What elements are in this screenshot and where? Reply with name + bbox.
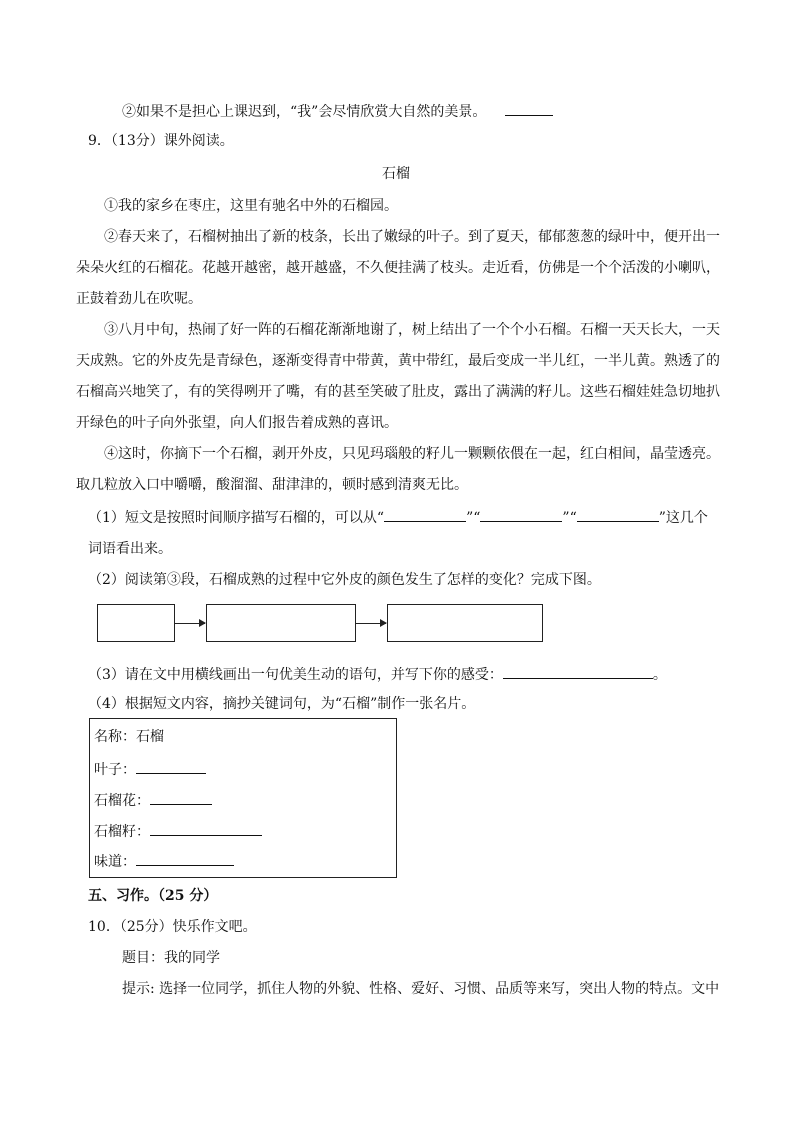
q8-item-2 xyxy=(122,101,553,122)
paragraph-3-line-3: 石榴高兴地笑了，有的笑得咧开了嘴，有的甚至笑破了肚皮，露出了满满的籽儿。这些石榴娃娃急切地扒 xyxy=(76,384,720,400)
card-taste-label: 味道： xyxy=(94,854,136,870)
q9-header: 9．（13分）课外阅读。 xyxy=(88,133,234,149)
answer-blank-2[interactable] xyxy=(480,507,562,522)
quote-mark: ”“ xyxy=(562,510,577,526)
color-box-1[interactable] xyxy=(97,604,175,642)
card-leaf-row xyxy=(94,759,206,780)
card-seed-row xyxy=(94,821,262,842)
subquestion-1-tail: ”这几个 xyxy=(658,510,708,526)
passage-title: 石榴 xyxy=(382,166,410,182)
seed-blank[interactable] xyxy=(150,821,262,836)
subquestion-1 xyxy=(88,507,708,528)
period: 。 xyxy=(652,667,667,683)
card-flower-label: 石榴花： xyxy=(94,793,150,809)
paragraph-3-line-2: 天成熟。它的外皮先是青绿色，逐渐变得青中带黄，黄中带红，最后变成一半儿红，一半儿黄。熟透了的 xyxy=(76,353,720,369)
paragraph-4-line-1: ④这时，你摘下一个石榴，剥开外皮，只见玛瑙般的籽儿一颗颗依偎在一起，红白相间，晶莹透亮。 xyxy=(104,446,720,462)
essay-hint: 提示: 选择一位同学，抓住人物的外貌、性格、爱好、习惯、品质等来写，突出人物的特点。文中 xyxy=(122,981,720,997)
card-name: 名称：石榴 xyxy=(94,729,164,745)
paragraph-1: ①我的家乡在枣庄，这里有驰名中外的石榴园。 xyxy=(104,198,398,214)
card-seed-label: 石榴籽： xyxy=(94,824,150,840)
arrow-icon xyxy=(356,623,386,624)
answer-blank-1[interactable] xyxy=(384,507,466,522)
taste-blank[interactable] xyxy=(136,851,234,866)
paragraph-4-line-2: 取几粒放入口中嚼嚼，酸溜溜、甜津津的，顿时感到清爽无比。 xyxy=(76,477,468,493)
card-flower-row xyxy=(94,790,212,811)
answer-blank-3[interactable] xyxy=(577,507,659,522)
flower-blank[interactable] xyxy=(150,790,212,805)
q10-header: 10．（25分）快乐作文吧。 xyxy=(88,919,257,935)
subquestion-2: （2）阅读第③段，石榴成熟的过程中它外皮的颜色发生了怎样的变化？完成下图。 xyxy=(88,572,601,588)
card-taste-row xyxy=(94,851,234,872)
leaf-blank[interactable] xyxy=(136,759,206,774)
card-leaf-label: 叶子： xyxy=(94,762,136,778)
paragraph-2-line-3: 正鼓着劲儿在吹呢。 xyxy=(76,291,202,307)
q8-item-2-text: ②如果不是担心上课迟到，“我”会尽情欣赏大自然的美景。 xyxy=(122,104,487,120)
paragraph-2-line-2: 朵朵火红的石榴花。花越开越密，越开越盛，不久便挂满了枝头。走近看，仿佛是一个个活泼的小喇叭， xyxy=(76,260,720,276)
subquestion-1-text: （1）短文是按照时间顺序描写石榴的，可以从“ xyxy=(88,510,385,526)
paragraph-3-line-4: 开绿色的叶子向外张望，向人们报告着成熟的喜讯。 xyxy=(76,415,398,431)
name-card xyxy=(89,718,397,878)
paragraph-3-line-1: ③八月中旬，热闹了好一阵的石榴花渐渐地谢了，树上结出了一个个小石榴。石榴一天天长大，一天 xyxy=(104,322,720,338)
subquestion-3 xyxy=(88,664,667,685)
feeling-blank[interactable] xyxy=(503,664,653,679)
paragraph-2-line-1: ②春天来了，石榴树抽出了新的枝条，长出了嫩绿的叶子。到了夏天，郁郁葱葱的绿叶中，便开出一 xyxy=(104,229,720,245)
arrow-icon xyxy=(175,623,205,624)
subquestion-3-text: （3）请在文中用横线画出一句优美生动的语句，并写下你的感受： xyxy=(88,667,503,683)
subquestion-1-line-2: 词语看出来。 xyxy=(88,541,172,557)
quote-mark: ”“ xyxy=(466,510,481,526)
color-box-3[interactable] xyxy=(387,604,543,642)
subquestion-4: （4）根据短文内容，摘抄关键词句，为“石榴”制作一张名片。 xyxy=(88,696,476,712)
section-5-header: 五、习作。（25 分） xyxy=(88,888,218,904)
answer-blank[interactable] xyxy=(505,101,553,116)
essay-topic: 题目：我的同学 xyxy=(122,950,220,966)
color-box-2[interactable] xyxy=(206,604,356,642)
